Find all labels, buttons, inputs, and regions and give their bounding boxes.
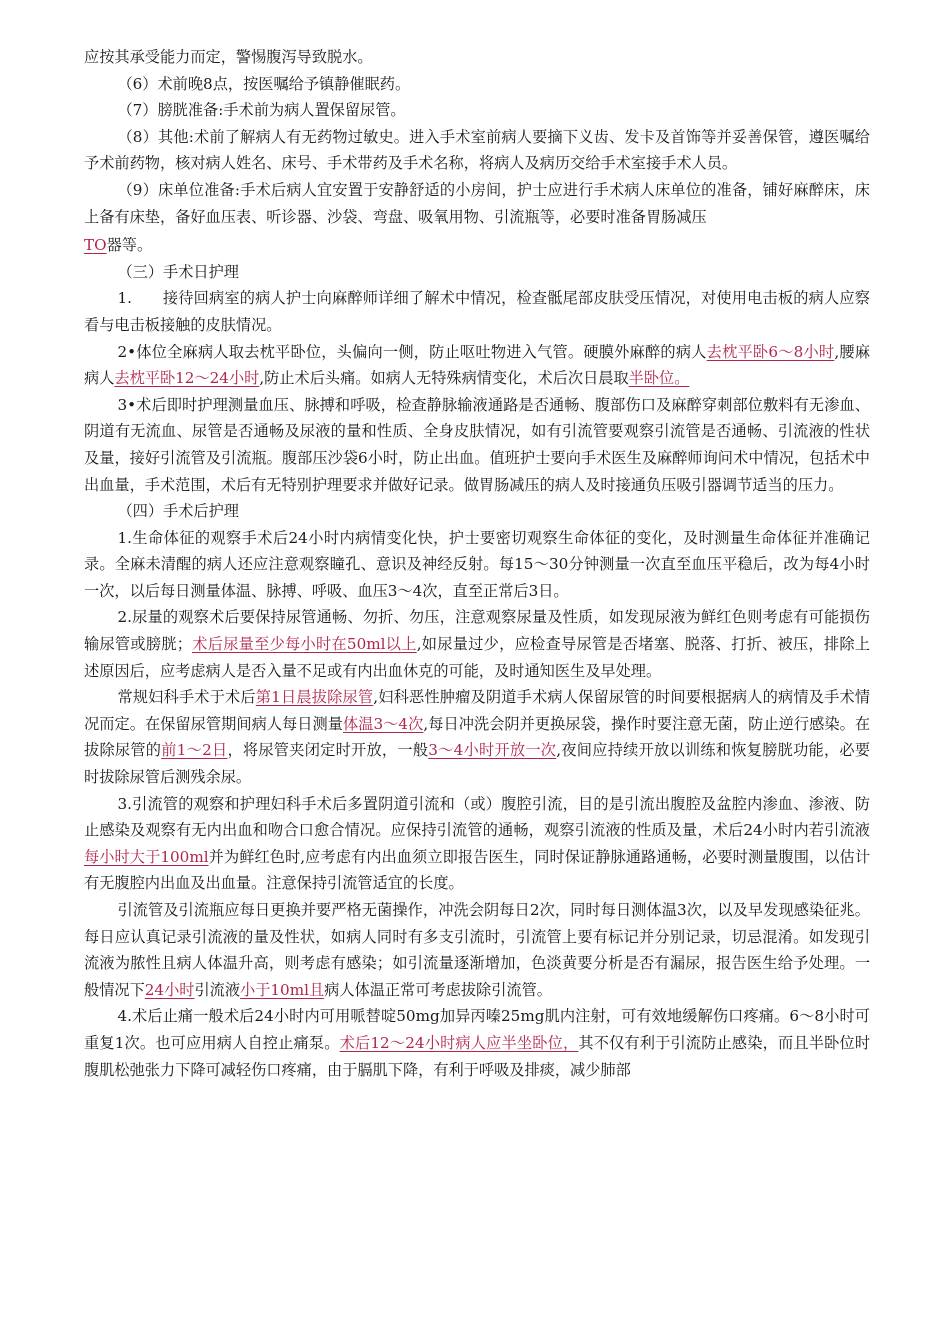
- text-run: ,如尿量过少，应检查导尿管是否堵塞、脱落、打折、被压，排除上述原因后，应考虑病人是否入量不足或有内出血休克的可能，及时通知医生及早处理。: [84, 635, 871, 680]
- highlighted-text: 去枕平卧12〜24小时: [114, 369, 260, 388]
- text-run: 4.术后止痛一般术后24小时内可用哌替啶50mg加异丙嗪25mg肌内注射，可有效地缓解伤口疼痛。6〜8小时可重复1次。也可应用病人自控止痛泵。: [84, 1007, 870, 1052]
- text-run: ,防止术后头痛。如病人无特殊病情变化，术后次日晨取: [259, 369, 629, 388]
- text-run: （7）膀胱准备:手术前为病人置保留尿管。: [117, 101, 406, 120]
- text-run: 引流管及引流瓶应每日更换并要严格无菌操作，冲洗会阴每日2次，同时每日测体温3次，以及早发现感染征兆。每日应认真记录引流液的量及性状，如病人同时有多支引流时，引流管上要有标记并分别记录，切忌混淆。如发现引流液为脓性且病人体温升高，则考虑有感染；如引流量逐渐增加，色淡黄要分析是否有漏尿，报告医生给予处理。一般情况下: [84, 901, 870, 999]
- text-run: （6）术前晚8点，按医嘱给予镇静催眠药。: [117, 74, 411, 93]
- text-run: 并为鲜红色时,应考虑有内出血须立即报告医生，同时保证静脉通路通畅，必要时测量腹围，以估计有无腹腔内出血及出血量。注意保持引流管适宜的长度。: [84, 847, 871, 893]
- highlighted-text: 每小时大于100ml: [84, 847, 209, 866]
- text-run: 1. 接待回病室的病人护士向麻醉师详细了解术中情况，检查骶尾部皮肤受压情况，对使用电击板的病人应察看与电击板接触的皮肤情况。: [84, 289, 870, 334]
- paragraph: [84, 71, 870, 98]
- paragraph: [84, 791, 870, 897]
- text-run: （三）手术日护理: [117, 262, 239, 281]
- paragraph: [84, 285, 870, 338]
- highlighted-text: 3〜4小时开放一次: [428, 741, 557, 760]
- highlighted-text: 术后尿量至少每小时在50ml以上: [191, 635, 417, 654]
- paragraph: [84, 1003, 870, 1083]
- paragraph: [84, 232, 870, 259]
- paragraph: [84, 392, 870, 498]
- text-run: 应按其承受能力而定，警惕腹泻导致脱水。: [84, 48, 373, 66]
- text-run: 病人体温正常可考虑拔除引流管。: [324, 980, 552, 999]
- text-run: 1.生命体征的观察手术后24小时内病情变化快，护士要密切观察生命体征的变化，及时测量生命体征并准确记录。全麻未清醒的病人还应注意观察瞳孔、意识及神经反射。每15〜30分钟测量一次直至血压平稳后，改为每4小时一次，以后每日测量体温、脉搏、呼吸、血压3〜4次，直至正常后3日。: [84, 528, 870, 600]
- paragraph: [84, 339, 870, 392]
- highlighted-text: 体温3〜4次: [343, 714, 424, 733]
- paragraph: [84, 97, 870, 124]
- paragraph: [84, 897, 870, 1003]
- paragraph: [84, 604, 870, 684]
- text-run: （9）床单位准备:手术后病人宜安置于安静舒适的小房间，护士应进行手术病人床单位的准备，铺好麻醉床，床上备有床垫，备好血压表、听诊器、沙袋、弯盘、吸氧用物、引流瓶等，必要时准备胃肠减压: [84, 180, 870, 226]
- highlighted-text: 第1日晨拔除尿管: [255, 688, 374, 707]
- text-run: ,夜间应持续开放以训练和恢复膀胱功能，必要时拔除尿管后测残余尿。: [84, 741, 871, 787]
- text-run: 2•体位全麻病人取去枕平卧位，头偏向一侧，防止呕吐物进入气管。硬膜外麻醉的病人: [117, 342, 707, 361]
- highlighted-text: 小于10ml且: [240, 980, 325, 999]
- paragraph: [84, 684, 870, 790]
- text-run: ,腰麻病人: [84, 342, 871, 388]
- paragraph: [84, 498, 870, 525]
- text-run: 3•术后即时护理测量血压、脉搏和呼吸，检查静脉输液通路是否通畅、腹部伤口及麻醉穿刺部位敷料有无渗血、阴道有无流血、尿管是否通畅及尿液的量和性质、全身皮肤情况，如有引流管要观察引流管是否通畅、引流液的性状及量，接好引流管及引流瓶。腹部压沙袋6小时，防止出血。值班护士要向手术医生及麻醉师询问术中情况，包括术中出血量，手术范围，术后有无特别护理要求并做好记录。做胃肠减压的病人及时接通负压吸引器调节适当的压力。: [84, 395, 870, 494]
- highlighted-text: 24小时: [144, 980, 195, 999]
- highlighted-text: TO: [84, 236, 107, 255]
- text-run: 常规妇科手术于术后: [117, 688, 256, 707]
- highlighted-text: 前1〜2日: [161, 741, 228, 760]
- highlighted-text: 术后12〜24小时病人应半坐卧位，: [339, 1033, 579, 1052]
- paragraph: [84, 259, 870, 286]
- text-run: ，将尿管夹闭定时开放，一般: [227, 741, 429, 760]
- paragraph: [84, 525, 870, 605]
- text-run: （四）手术后护理: [117, 502, 239, 521]
- paragraph: [84, 44, 870, 71]
- highlighted-text: 去枕平卧6〜8小时: [706, 342, 835, 361]
- text-run: 3.引流管的观察和护理妇科手术后多置阴道引流和（或）腹腔引流，目的是引流出腹腔及盆腔内渗血、渗液、防止感染及观察有无内出血和吻合口愈合情况。应保持引流管的通畅，观察引流液的性质及量，术后24小时内若引流液: [84, 794, 870, 840]
- paragraph: [84, 177, 870, 230]
- text-run: 器等。: [106, 236, 153, 255]
- paragraph: [84, 124, 870, 177]
- text-run: ,每日冲洗会阴并更换尿袋，操作时要注意无菌，防止逆行感染。在拔除尿管的: [84, 714, 871, 760]
- text-run: 其不仅有利于引流防止感染，而且半卧位时腹肌松弛张力下降可减轻伤口疼痛，由于膈肌下降，有利于呼吸及排痰，减少肺部: [84, 1033, 871, 1079]
- text-run: （8）其他:术前了解病人有无药物过敏史。进入手术室前病人要摘下义齿、发卡及首饰等并妥善保管，遵医嘱给予术前药物，核对病人姓名、床号、手术带药及手术名称，将病人及病历交给手术室接手术人员。: [84, 127, 870, 173]
- text-run: 引流液: [194, 980, 241, 999]
- document-page: [84, 44, 870, 1083]
- highlighted-text: 半卧位。: [628, 369, 690, 388]
- text-run: 2.尿量的观察术后要保持尿管通畅、勿折、勿压，注意观察尿量及性质，如发现尿液为鲜红色则考虑有可能损伤输尿管或膀胱；: [84, 608, 870, 654]
- text-run: ,妇科恶性肿瘤及阴道手术病人保留尿管的时间要根据病人的病情及手术情况而定。在保留尿管期间病人每日测量: [84, 688, 871, 733]
